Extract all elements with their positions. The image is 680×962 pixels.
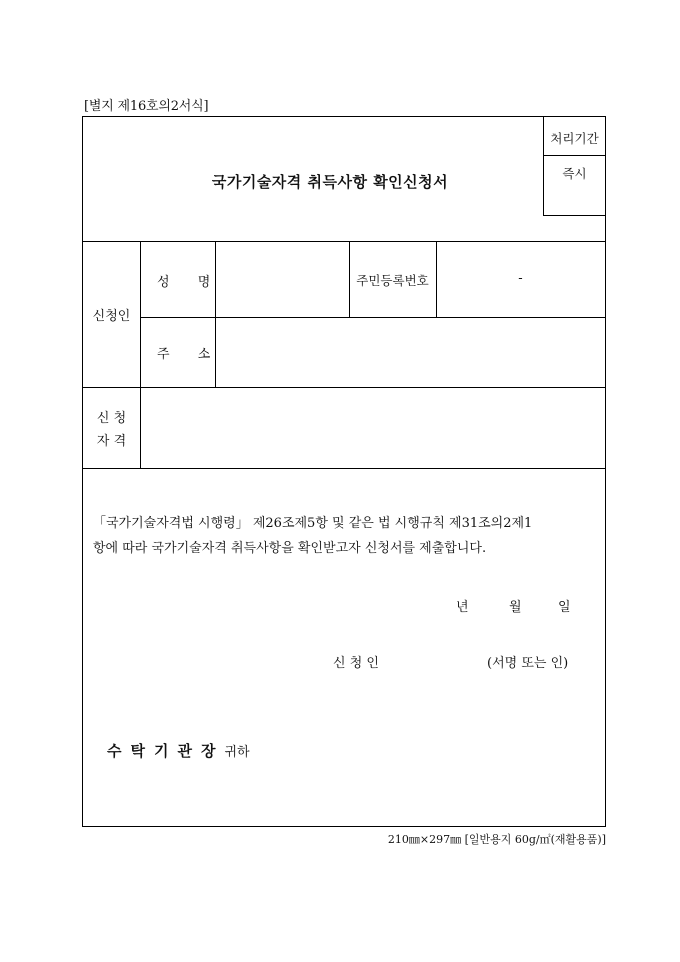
date-month-label: 월 — [509, 600, 522, 615]
statement-line-2: 항에 따라 국가기술자격 취득사항을 확인받고자 신청서를 제출합니다. — [93, 541, 487, 556]
statement-line-1: 「국가기술자격법 시행령」 제26조제5항 및 같은 법 시행규칙 제31조의2제1 — [93, 516, 533, 531]
name-row-bottom-border — [140, 317, 605, 318]
label-column-border — [140, 241, 141, 468]
rrn-field[interactable]: - — [518, 271, 523, 286]
applicant-bottom-border — [83, 387, 605, 388]
rrn-label: 주민등록번호 — [356, 273, 429, 288]
applicant-top-border — [83, 241, 605, 242]
qualification-label-line2: 자 격 — [96, 434, 127, 449]
signer-label: 신 청 인 — [333, 656, 379, 671]
form-reference: [별지 제16호의2서식] — [84, 99, 209, 114]
qualification-bottom-border — [83, 468, 605, 469]
processing-period-value: 즉시 — [562, 166, 587, 181]
period-box-divider — [543, 155, 606, 156]
recipient-line — [107, 740, 250, 761]
applicant-section-label: 신청인 — [92, 309, 131, 324]
date-day-label: 일 — [558, 600, 571, 615]
recipient-name: 수탁기관장 — [107, 742, 225, 760]
signature-note: (서명 또는 인) — [487, 656, 569, 671]
paper-spec-note: 210㎜×297㎜ [일반용지 60g/㎡(재활용품)] — [387, 833, 606, 846]
form-frame — [82, 116, 606, 827]
form-title: 국가기술자격 취득사항 확인신청서 — [211, 173, 449, 191]
processing-period-label: 처리기간 — [550, 131, 599, 146]
field-label-column-border — [215, 241, 216, 387]
recipient-suffix: 귀하 — [224, 745, 250, 760]
date-year-label: 년 — [456, 600, 469, 615]
period-box-bottom-border — [543, 215, 606, 216]
address-label: 주 소 — [157, 347, 223, 362]
name-label: 성 명 — [157, 275, 223, 290]
qualification-label-line1: 신 청 — [96, 411, 127, 426]
